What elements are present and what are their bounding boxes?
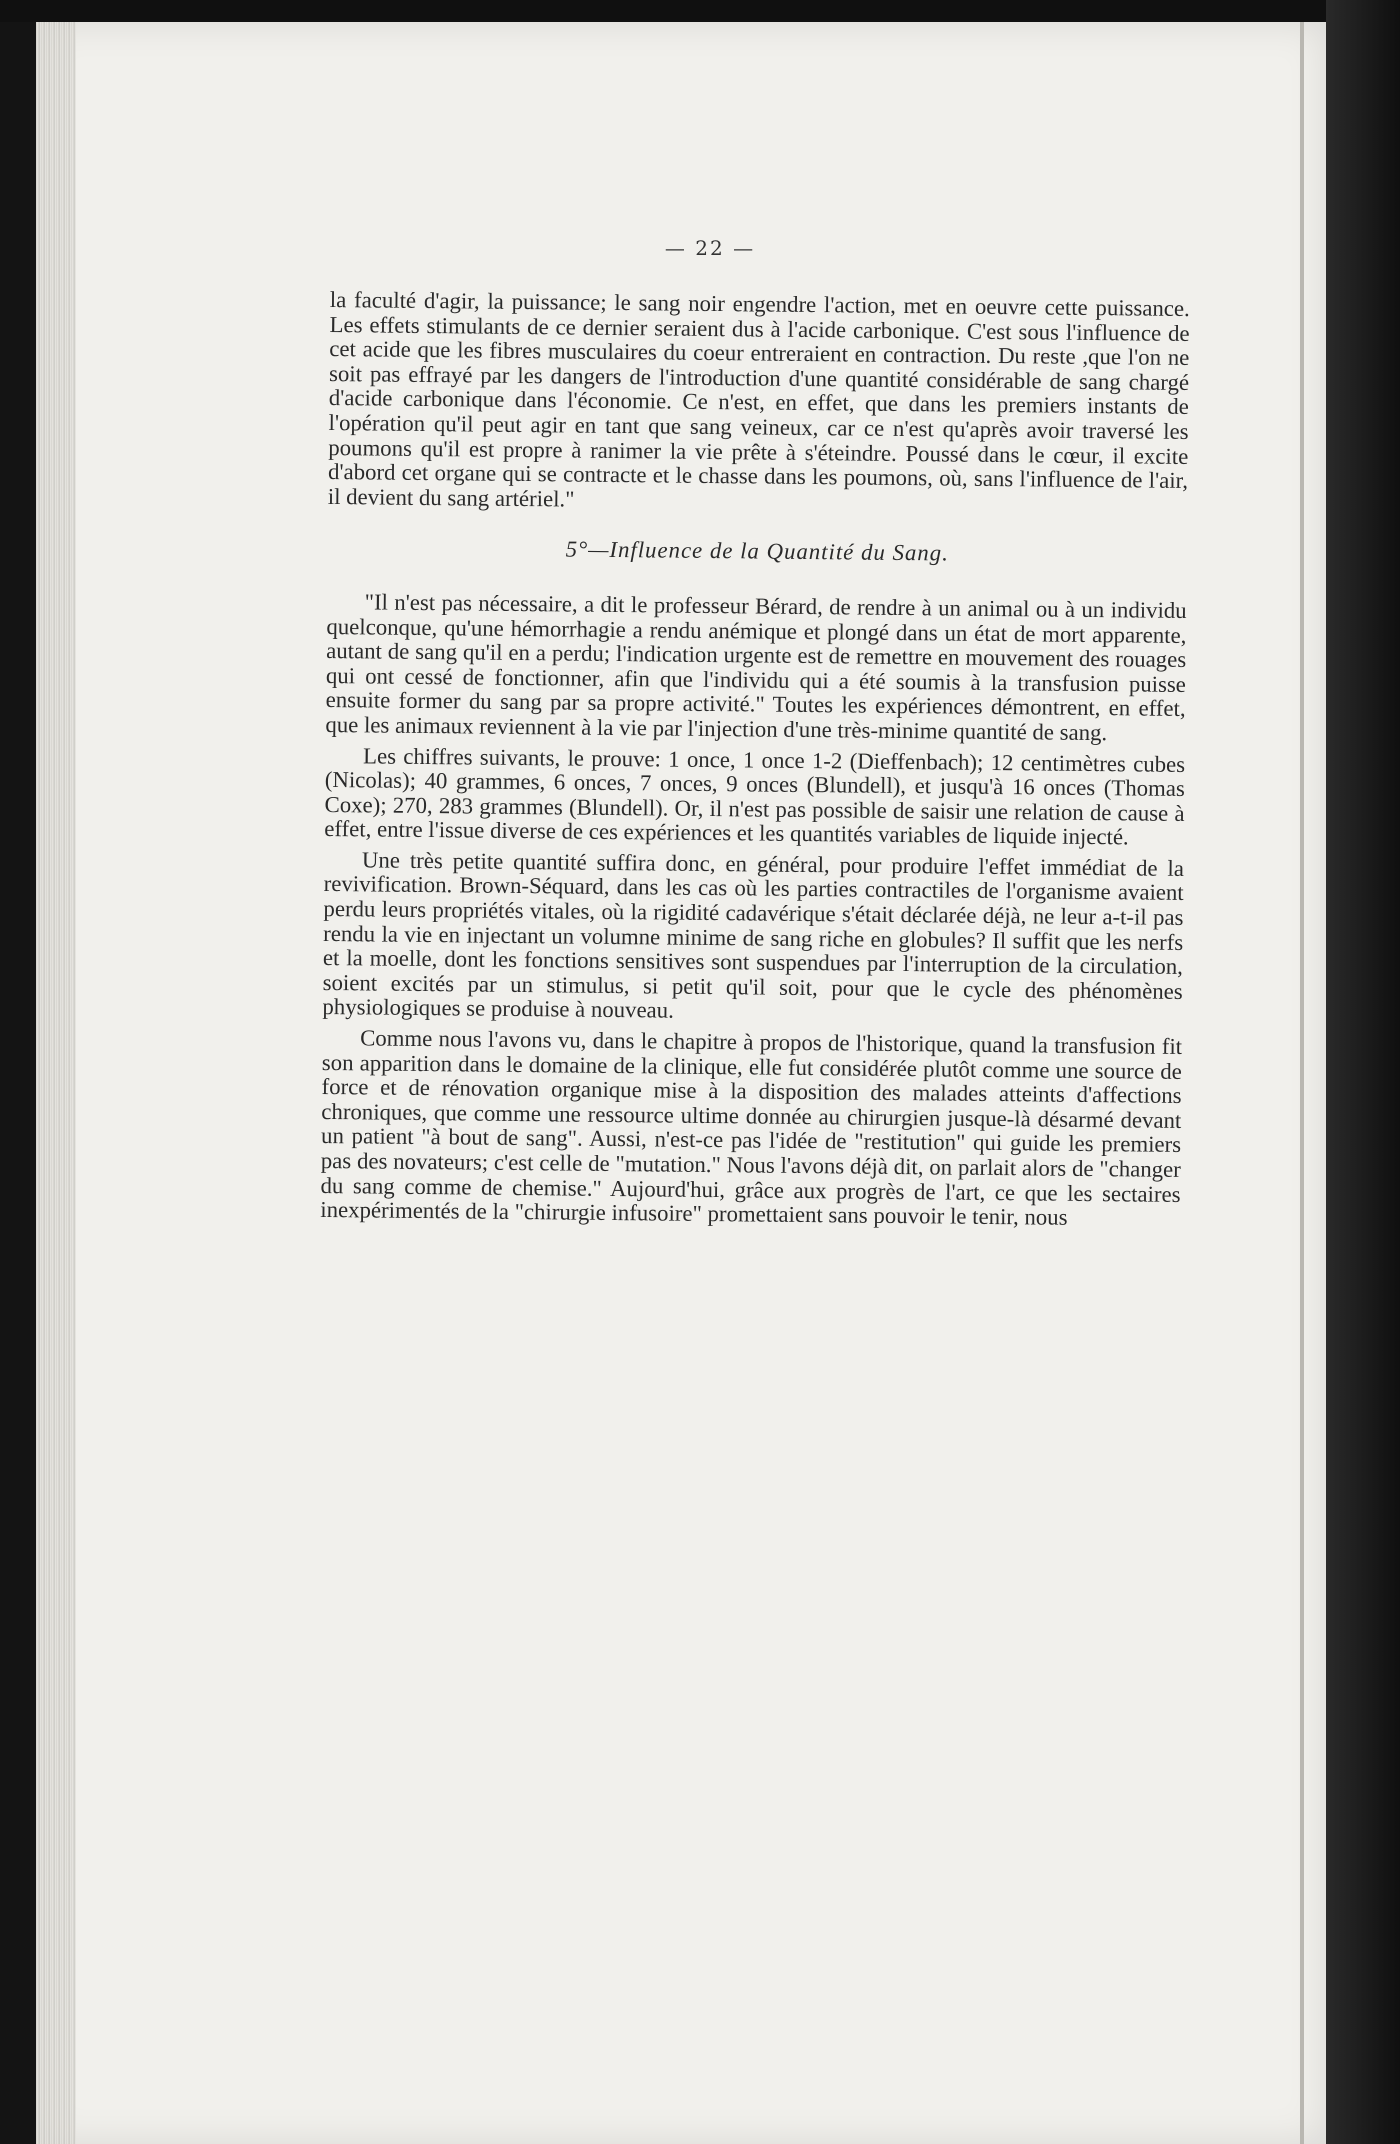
paragraph: "Il n'est pas nécessaire, a dit le professeur Bérard, de rendre à un animal ou à un individu quelconque, qu'une hémorrhagie a rendu anémique et plongé dans un état de mort apparente, autant de sang qu'il en a perdu; l'indication urgente est de remettre en mouvement des rouages qui ont cessé de fonctionner, afin que l'individu qui a été soumis à la transfusion puisse ensuite former du sang par sa propre activité." Toutes les expériences démontrent, en effet, que les animaux reviennent à la vie par l'injection d'une très-minime quantité de sang. (325, 589, 1187, 746)
page-stack-edges (36, 22, 76, 2144)
page-number: — 22 — (664, 236, 756, 260)
section-heading: 5°—Influence de la Quantité du Sang. (565, 536, 949, 566)
paragraph: la faculté d'agir, la puissance; le sang noir engendre l'action, met en oeuvre cette puissance. Les effets stimulants de ce dernier seraient dus à l'acide carbonique. C'est sous l'influence de cet acide que les fibres musculaires du coeur entreraient en contraction. Du reste ,que l'on ne soit pas effrayé par les dangers de l'introduction d'une quantité considérable de sang chargé d'acide carbonique dans l'économie. Ce n'est, en effet, que dans les premiers instants de l'opération qu'il peut agir en tant que sang veineux, car ce n'est qu'après avoir traversé les poumons qu'il est propre à ranimer la vie prête à s'éteindre. Poussé dans le cœur, il excite d'abord cet organe qui se contracte et le chasse dans les poumons, où, sans l'influence de l'air, il devient du sang artériel." (327, 287, 1190, 512)
body-text (320, 288, 1190, 1232)
paragraph: Les chiffres suivants, le prouve: 1 once, 1 once 1-2 (Dieffenbach); 12 centimètres cubes (Nicolas); 40 grammes, 6 onces, 7 onces, 9 onces (Blundell), et jusqu'à 16 onces (Thomas Coxe); 270, 283 grammes (Blundell). Or, il n'est pas possible de saisir une relation de cause à effet, entre l'issue diverse de ces expériences et les quantités variables de liquide injecté. (324, 742, 1186, 850)
page-binding-edge (1300, 22, 1304, 2144)
scan-border-right (1326, 0, 1400, 2144)
paragraph: Une très petite quantité suffira donc, en général, pour produire l'effet immédiat de la revivification. Brown-Séquard, dans les cas où les parties contractiles de l'organisme avaient perdu leurs propriétés vitales, où la rigidité cadavérique s'était déclarée déjà, ne leur a-t-il pas rendu la vie en injectant un volumne minime de sang riche en globules? Il suffit que les nerfs et la moelle, dont les fonctions sensitives sont suspendues par l'interruption de la circulation, soient excités par un stimulus, si petit qu'il soit, pour que le cycle des phénomènes physiologiques se produise à nouveau. (322, 847, 1185, 1024)
paragraph: Comme nous l'avons vu, dans le chapitre à propos de l'historique, quand la transfusion fit son apparition dans le domaine de la clinique, elle fut considérée plutôt comme une source de force et de rénovation organique mise à la disposition des malades atteints d'affections chroniques, que comme une ressource ultime donnée au chirurgien jusque-là désarmé devant un patient "à bout de sang". Aussi, n'est-ce pas l'idée de "restitution" qui guide les premiers pas des novateurs; c'est celle de "mutation." Nous l'avons déjà dit, on parlait alors de "changer du sang comme de chemise." Aujourd'hui, grâce aux progrès de l'art, ce que les sectaires inexpérimentés de la "chirurgie infusoire" promettaient sans pouvoir le tenir, nous (320, 1025, 1183, 1230)
scan-border-top (0, 0, 1400, 22)
